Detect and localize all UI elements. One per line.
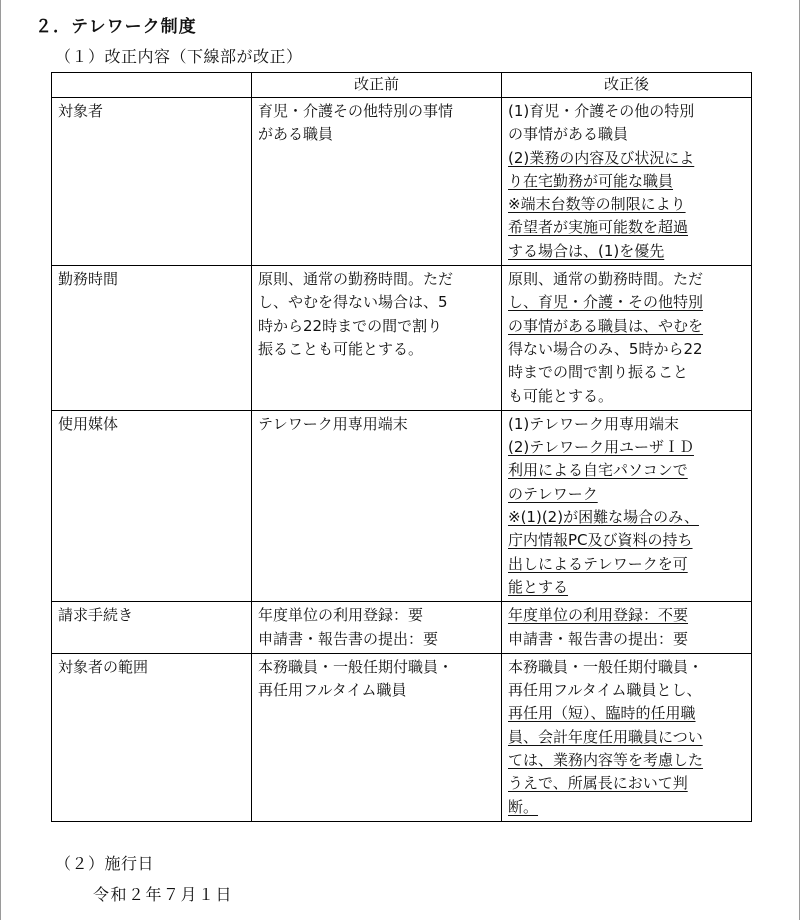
before-line: 年度単位の利用登録：要 <box>258 606 424 625</box>
before-line: 申請書・報告書の提出：要 <box>258 629 439 648</box>
cell-before <box>252 98 502 266</box>
after-line-revised: り在宅勤務が可能な職員 <box>508 171 674 190</box>
cell-after <box>502 653 752 821</box>
table-row <box>52 653 752 821</box>
after-line-revised: 利用による自宅パソコンで <box>508 461 688 480</box>
after-line: 得ない場合のみ、5時から22 <box>508 339 703 358</box>
before-line: がある職員 <box>258 125 334 144</box>
row-item-label <box>52 266 252 411</box>
after-line-revised: 出しによるテレワークを可 <box>508 554 688 573</box>
header-item <box>52 73 252 98</box>
cell-before <box>252 653 502 821</box>
row-item-text: 勤務時間 <box>58 270 119 289</box>
cell-before <box>252 266 502 411</box>
cell-after <box>502 602 752 654</box>
row-item-text: 使用媒体 <box>58 414 119 433</box>
after-line-revised: 員、会計年度任用職員につい <box>508 727 703 746</box>
table-header-row <box>52 73 752 98</box>
row-item-label <box>52 98 252 266</box>
after-line-revised: ※(1)(2)が困難な場合のみ、 <box>508 508 699 527</box>
before-line: 育児・介護その他特別の事情 <box>258 102 454 120</box>
row-item-text: 請求手続き <box>58 606 134 625</box>
row-item-label <box>52 602 252 654</box>
after-line-revised: うえで、所属長において判 <box>508 774 688 793</box>
after-line-revised: 希望者が実施可能数を超過 <box>508 218 689 237</box>
section-title: ２．テレワーク制度 <box>35 17 197 37</box>
after-line-revised: する場合は、(1)を優先 <box>508 241 665 260</box>
cell-after <box>502 266 752 411</box>
header-before: 改正前 <box>252 73 502 98</box>
after-line-revised: ては、業務内容等を考慮した <box>508 751 704 770</box>
before-line: テレワーク用専用端末 <box>258 414 408 433</box>
after-line-revised: 庁内情報PC及び資料の持ち <box>508 531 693 550</box>
after-line: (1)育児・介護その他の特別 <box>508 102 695 120</box>
after-line: も可能とする。 <box>508 386 614 405</box>
row-item-label <box>52 410 252 601</box>
table-row <box>52 410 752 601</box>
after-line: 本務職員・一般任期付職員・ <box>508 657 704 676</box>
after-line-revised: 年度単位の利用登録：不要 <box>508 606 689 625</box>
before-line: 本務職員・一般任期付職員・ <box>258 657 454 676</box>
row-item-label <box>52 653 252 821</box>
after-line-revised: のテレワーク <box>508 484 598 503</box>
effective-date: 令和２年７月１日 <box>93 885 234 904</box>
header-after: 改正後 <box>502 73 752 98</box>
subsection-heading-revisions: （１）改正内容（下線部が改正） <box>55 47 303 66</box>
cell-before <box>252 410 502 601</box>
table-row <box>52 266 752 411</box>
after-line: 申請書・報告書の提出：要 <box>508 629 689 648</box>
after-line-revised: 断。 <box>508 797 539 816</box>
before-line: 振ることも可能とする。 <box>258 339 424 358</box>
cell-before <box>252 602 502 654</box>
after-line-revised: (2)テレワーク用ユーザＩＤ <box>508 438 694 457</box>
cell-after <box>502 98 752 266</box>
before-line: 原則、通常の勤務時間。ただ <box>258 270 454 289</box>
before-line: 再任用フルタイム職員 <box>258 681 407 700</box>
table-row <box>52 602 752 654</box>
cell-after <box>502 410 752 601</box>
after-line-revised: し、育児・介護・その他特別 <box>508 293 704 312</box>
after-line: 時までの間で割り振ること <box>508 363 689 382</box>
after-line: (1)テレワーク用専用端末 <box>508 414 679 433</box>
before-line: 時から22時までの間で割り <box>258 316 443 335</box>
subsection-heading-effective-date: （２）施行日 <box>55 854 155 873</box>
revision-table <box>51 72 752 822</box>
after-line-revised: 能とする <box>508 577 569 596</box>
row-item-text: 対象者 <box>58 102 104 120</box>
after-line: 原則、通常の勤務時間。ただ <box>508 270 704 289</box>
after-line-revised: 再任用（短）、臨時的任用職 <box>508 704 696 723</box>
after-line-revised: (2)業務の内容及び状況によ <box>508 148 695 167</box>
after-line: の事情がある職員 <box>508 125 629 144</box>
after-line-revised: ※端末台数等の制限により <box>508 195 686 214</box>
table-row <box>52 98 752 266</box>
row-item-text: 対象者の範囲 <box>58 657 149 676</box>
before-line: し、やむを得ない場合は、5 <box>258 293 448 312</box>
after-line: 再任用フルタイム職員とし、 <box>508 681 702 700</box>
after-line-revised: の事情がある職員は、やむを <box>508 316 704 335</box>
